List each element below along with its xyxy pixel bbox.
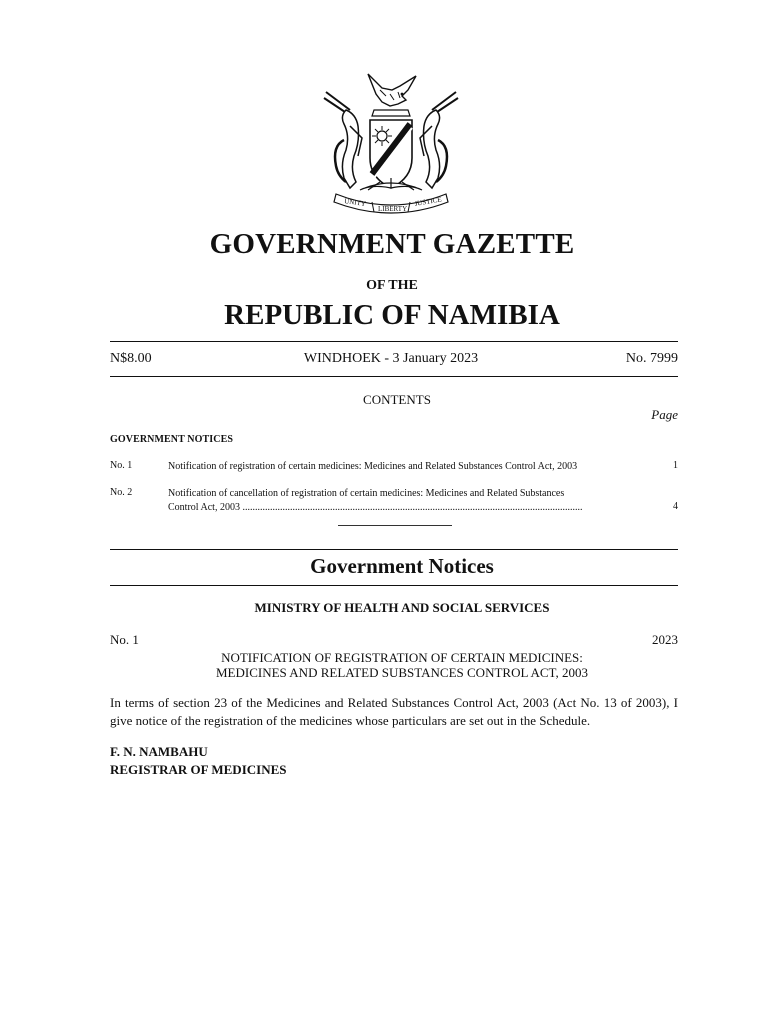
notice-year: 2023 — [652, 632, 678, 647]
contents-page-label: Page — [651, 407, 678, 422]
toc-entry-number: No. 2 — [110, 487, 133, 498]
signatory-name: F. N. NAMBAHU — [110, 744, 208, 759]
toc-entry-text-line2: Control Act, 2003 — [168, 502, 240, 513]
toc-entry-text: Notification of registration of certain medicines: Medicines and Related Substances Control Act, 2003 — [168, 461, 578, 472]
toc-entry-text-line1: Notification of cancellation of registration of certain medicines: Medicines and Related Substances — [168, 488, 565, 499]
toc-entry-page: 1 — [673, 460, 678, 471]
contents-end-rule — [338, 525, 452, 526]
notices-bottom-rule — [110, 585, 678, 586]
price: N$8.00 — [110, 351, 152, 366]
toc-entry-text — [168, 487, 636, 515]
masthead-info-row — [110, 351, 678, 369]
motto-justice: JUSTICE — [413, 195, 443, 208]
masthead-bottom-rule — [110, 376, 678, 377]
toc-entry-number: No. 1 — [110, 460, 133, 471]
toc-leader-dots: ........................................................................................................................................ — [242, 502, 583, 513]
gazette-of-the: OF THE — [366, 278, 418, 293]
ministry-heading: MINISTRY OF HEALTH AND SOCIAL SERVICES — [254, 600, 550, 615]
notices-top-rule — [110, 549, 678, 550]
motto-unity: UNITY — [343, 197, 367, 209]
notice-body: In terms of section 23 of the Medicines and Related Substances Control Act, 2003 (Act No. 13 of 2003), I give notice of the registration of the medicines whose particulars are set out in the Schedule. — [110, 695, 678, 728]
contents-heading: CONTENTS — [363, 392, 431, 407]
namibia-coat-of-arms-icon — [320, 66, 462, 216]
gazette-title: GOVERNMENT GAZETTE — [209, 228, 575, 260]
toc-entry-page: 4 — [673, 501, 678, 512]
signatory-title: REGISTRAR OF MEDICINES — [110, 762, 287, 777]
issue-number: No. 7999 — [625, 351, 678, 366]
notice-heading-line1: NOTIFICATION OF REGISTRATION OF CERTAIN MEDICINES: — [221, 650, 583, 665]
notices-section-title: Government Notices — [310, 554, 494, 578]
motto-liberty: LIBERTY — [378, 205, 408, 213]
notice-heading-line2: MEDICINES AND RELATED SUBSTANCES CONTROL ACT, 2003 — [215, 665, 588, 680]
notice-number: No. 1 — [110, 632, 139, 647]
gazette-republic: REPUBLIC OF NAMIBIA — [224, 299, 560, 331]
masthead-top-rule — [110, 341, 678, 342]
contents-section-label: GOVERNMENT NOTICES — [110, 434, 234, 445]
dateline: WINDHOEK - 3 January 2023 — [303, 351, 479, 366]
